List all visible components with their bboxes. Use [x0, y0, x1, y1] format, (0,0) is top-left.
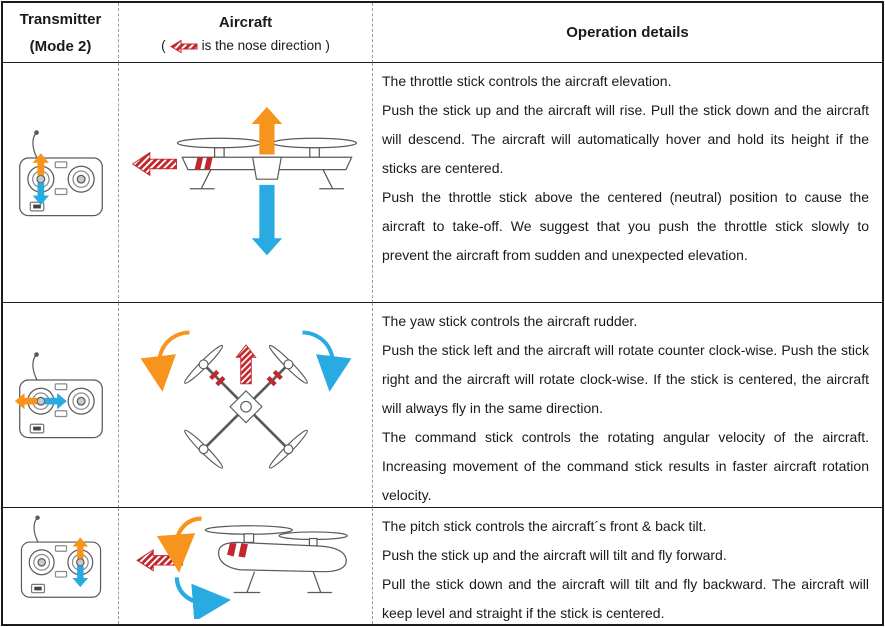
operation-paragraph: The yaw stick controls the aircraft rudder. [382, 313, 638, 329]
transmitter-pitch-illustration [15, 514, 107, 618]
rear-landing-gear [307, 572, 332, 593]
antenna [34, 518, 38, 542]
aircraft-body [218, 542, 346, 571]
cell-aircraft-pitch [119, 508, 373, 624]
left-landing-gear [189, 169, 214, 188]
cell-aircraft-throttle [119, 63, 373, 303]
aircraft-side-view [127, 513, 365, 619]
cell-transmitter-pitch [3, 508, 119, 624]
header-operation-details: Operation details [373, 3, 882, 63]
right-propeller [272, 138, 356, 148]
transmitter-body [19, 380, 102, 438]
tilt-backward-arrow [176, 577, 203, 602]
tilt-forward-arrow [176, 519, 201, 546]
operation-paragraph: Push the stick left and the aircraft will rotate counter clock-wise. Push the stick right and the aircraft will rotate clock-wise. If the stick is centered, the aircraft will always fly in the same direction. [382, 342, 869, 416]
header-aircraft [119, 3, 373, 63]
rotate-ccw-arrow [159, 333, 189, 367]
header-aircraft-note: ( is the nose direction ) [161, 38, 330, 53]
front-propeller [205, 526, 292, 535]
details-throttle [373, 63, 882, 303]
details-pitch [373, 508, 882, 624]
operation-paragraph: Push the throttle stick above the centered (neutral) position to cause the aircraft to take-off. We suggest that you push the throttle stick slowly to prevent the aircraft from sudden and unexpected elevation. [382, 189, 869, 263]
right-landing-gear [319, 169, 344, 188]
header-transmitter-line2: (Mode 2) [29, 37, 92, 55]
transmitter-body [21, 542, 100, 597]
cell-aircraft-yaw [119, 303, 373, 508]
nose-direction-arrow [132, 152, 176, 175]
transmitter-throttle-illustration [13, 129, 109, 237]
nose-direction-icon [169, 39, 199, 54]
rotate-cw-arrow [302, 333, 332, 367]
controls-table [1, 1, 884, 626]
nose-direction-arrow [137, 550, 182, 571]
aircraft-hub [252, 157, 281, 179]
left-propeller [177, 138, 261, 148]
aircraft-front-view [127, 103, 365, 263]
header-transmitter [3, 3, 119, 63]
rise-arrow [251, 106, 281, 154]
header-aircraft-title: Aircraft [218, 14, 273, 31]
operation-paragraph: Pull the stick down and the aircraft will tilt and fly backward. The aircraft will keep level and straight if the stick is centered. [382, 576, 869, 621]
front-landing-gear [233, 572, 259, 593]
cell-transmitter-yaw [3, 303, 119, 508]
operation-paragraph: The command stick controls the rotating angular velocity of the aircraft. Increasing movement of the command stick results in faster aircraft rotation velocity. [382, 429, 869, 503]
antenna [32, 355, 36, 380]
details-yaw [373, 303, 882, 508]
operation-paragraph: Push the stick up and the aircraft will rise. Pull the stick down and the aircraft will descend. The aircraft will automatically hover and hold its height if the sticks are centered. [382, 102, 869, 176]
cell-transmitter-throttle [3, 63, 119, 303]
descend-arrow [251, 184, 281, 254]
antenna [32, 133, 36, 158]
transmitter-yaw-illustration [13, 351, 109, 459]
header-transmitter-line1: Transmitter [19, 10, 102, 28]
nose-direction-arrow [236, 345, 255, 384]
operation-paragraph: Push the stick up and the aircraft will tilt and fly forward. [382, 547, 727, 563]
operation-paragraph: The pitch stick controls the aircraft´s front & back tilt. [382, 518, 707, 534]
aircraft-top-view [140, 320, 352, 490]
transmitter-body [19, 158, 102, 216]
operation-paragraph: The throttle stick controls the aircraft elevation. [382, 73, 672, 89]
